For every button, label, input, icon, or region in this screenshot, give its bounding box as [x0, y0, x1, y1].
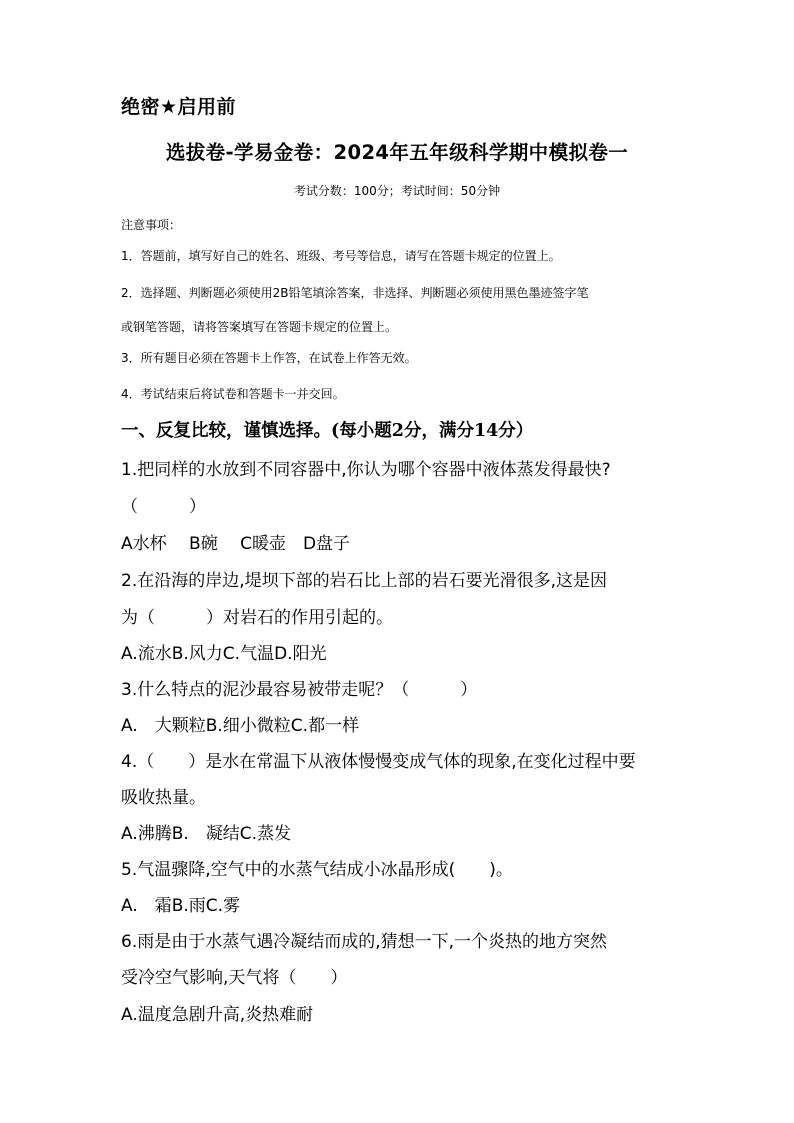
question-5: 5.气温骤降,空气中的水蒸气结成小冰晶形成( )。	[121, 860, 513, 880]
question-4-cont: 吸收热量。	[121, 788, 206, 808]
question-6-cont: 受冷空气影响,天气将（ ）	[121, 968, 348, 988]
note-line: 或钢笔答题，请将答案填写在答题卡规定的位置上。	[121, 320, 398, 334]
options-2: A.流水B.风力C.气温D.阳光	[121, 644, 327, 664]
answer-blank: （ ）	[121, 497, 206, 517]
question-1: 1.把同样的水放到不同容器中,你认为哪个容器中液体蒸发得最快?	[121, 460, 611, 480]
options-6-a: A.温度急剧升高,炎热难耐	[121, 1005, 314, 1025]
question-2-cont: 为（ ）对岩石的作用引起的。	[121, 608, 393, 628]
question-2: 2.在沿海的岸边,堤坝下部的岩石比上部的岩石要光滑很多,这是因	[121, 571, 608, 591]
question-3: 3.什么特点的泥沙最容易被带走呢？（ ）	[121, 680, 478, 700]
note-line: 1．答题前，填写好自己的姓名、班级、考号等信息，请写在答题卡规定的位置上。	[121, 249, 561, 263]
question-4: 4.（ ）是水在常温下从液体慢慢变成气体的现象,在变化过程中要	[121, 752, 636, 772]
exam-meta: 考试分数：100分；考试时间：50分钟	[293, 184, 501, 198]
section-heading: 一、反复比较，谨慎选择。(每小题2分，满分14分）	[121, 421, 534, 441]
note-line: 2．选择题、判断题必须使用2B铅笔填涂答案，非选择、判断题必须使用黑色墨迹签字笔	[121, 286, 589, 300]
options-1: A水杯 B碗 C暖壶 D盘子	[121, 534, 351, 554]
options-5: A. 霜B.雨C.雾	[121, 896, 241, 916]
options-3: A. 大颗粒B.细小微粒C.都一样	[121, 716, 360, 736]
note-line: 4．考试结束后将试卷和答题卡一并交回。	[121, 387, 345, 401]
page-title: 选拔卷-学易金卷：2024年五年级科学期中模拟卷一	[165, 141, 629, 164]
secret-label: 绝密★启用前	[121, 96, 237, 118]
notes-heading: 注意事项：	[121, 218, 182, 232]
note-line: 3．所有题目必须在答题卡上作答，在试卷上作答无效。	[121, 351, 417, 365]
options-4: A.沸腾B. 凝结C.蒸发	[121, 824, 292, 844]
question-6: 6.雨是由于水蒸气遇冷凝结而成的,猜想一下,一个炎热的地方突然	[121, 932, 608, 952]
